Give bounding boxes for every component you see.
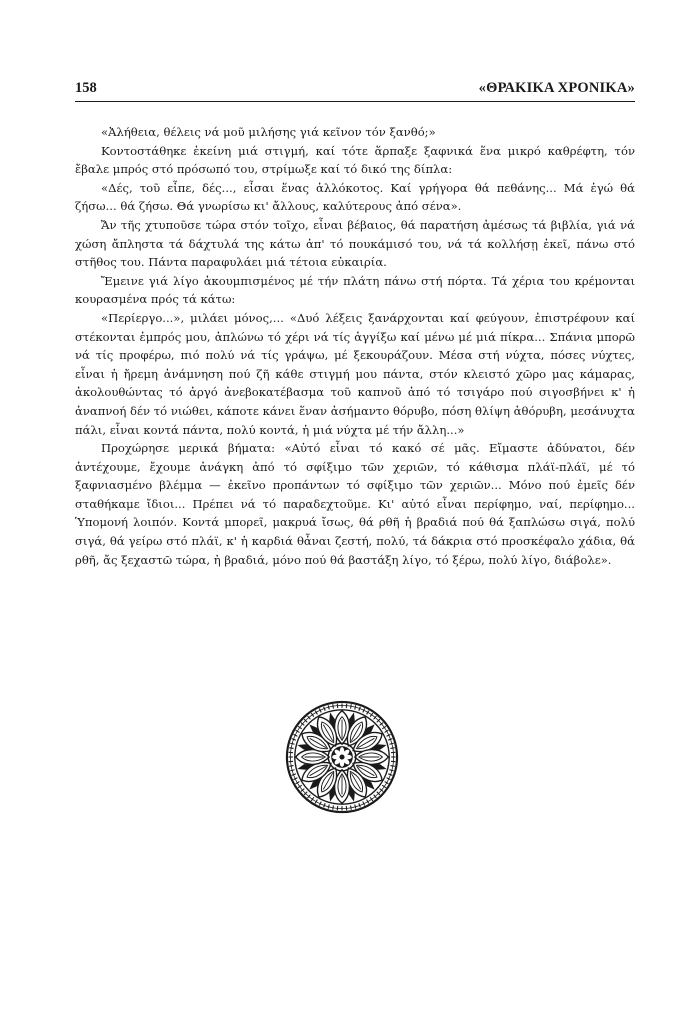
page-number: 158 (75, 80, 97, 96)
paragraph: Κοντοστάθηκε ἐκείνη μιά στιγμή, καί τότε ἅρπαξε ξαφνικά ἕνα μικρό καθρέφτη, τόν ἔβαλε μπρός στό πρόσωπό του, στρίμωξε καί τό δικό της δίπλα: (75, 143, 635, 177)
paragraph: «Περίεργο...», μιλάει μόνος,... «Δυό λέξεις ξανάρχονται καί φεύγουν, ἐπιστρέφουν καί στέκονται ἐμπρός μου, ἁπλώνω τό χέρι νά τίς ἀγγίξω καί μένω μέ μιά πίκρα... Σπάνια μπορῶ νά τίς προφέρω, πιό πολύ νά τίς γράψω, μέ ξεκουράζουν. Μέσα στή νύχτα, πόσες νύχτες, εἶναι ἡ ἤρεμη ἀνάμνηση πού ζῆ κάθε στιγμή μου πάντα, στόν κλειστό χῶρο μας κάμαρας, ἀκολουθώντας τό ἀργό ἀνεβοκατέβασμα τοῦ καπνοῦ ἀπό τό τσιγάρο πού σιγοσβήνει κ' ἡ ἀναπνοή δέν τό νιώθει, κάποτε κάνει ἕναν ἀσήμαντο θόρυβο, πόση θλίψη ἀθόρυβη, μεσάνυχτα πάλι, εἶναι κοντά πάντα, πολύ κοντά, ἡ μιά νύχτα μέ τήν ἄλλη...» (75, 310, 635, 437)
running-title: «ΘΡΑΚΙΚΑ ΧΡΟΝΙΚΑ» (478, 80, 635, 96)
paragraph: «Δές, τοῦ εἶπε, δές..., εἶσαι ἕνας ἀλλόκοτος. Καί γρήγορα θά πεθάνης... Μά ἐγώ θά ζήσω... θά ζήσω. Θά γνωρίσω κι' ἄλλους, καλύτερους ἀπό σένα». (75, 180, 635, 214)
page-header (75, 80, 635, 102)
paragraph: Ἔμεινε γιά λίγο ἀκουμπισμένος μέ τήν πλάτη πάνω στή πόρτα. Τά χέρια του κρέμονται κουρασμένα πρός τά κάτω: (75, 273, 635, 307)
paragraph: Προχώρησε μερικά βήματα: «Αὐτό εἶναι τό κακό σέ μᾶς. Εἴμαστε ἀδύνατοι, δέν ἀντέχουμε, ἔχουμε ἀνάγκη ἀπό τό σφίξιμο τῶν χεριῶν, τό κάθισμα πλάϊ-πλάϊ, μέ τό ξαφνιασμένο βλέμμα — ἐκεῖνο προπάντων τό σφίξιμο τῶν χεριῶν... Μόνο πού ἐμεῖς δέν σταθήκαμε ἴδιοι... Πρέπει νά τό παραδεχτοῦμε. Κι' αὐτό εἶναι περίφημο, ναί, περίφημο... Ὑπομονή λοιπόν. Κοντά μπορεῖ, μακρυά ἴσως, θά ρθῆ ἡ βραδιά πού θά ξαπλώσω σιγά, πολύ σιγά, θά γείρω στό πλάϊ, κ' ἡ καρδιά θἆναι ζεστή, πολύ, τά δάκρια στό προσκέφαλο χάδια, θά ρθῆ, ἄς ξεχαστῶ τώρα, ἡ βραδιά, μόνο πού θά βαστάξη λίγο, τό ξέρω, πολύ λίγο, διάβολε». (75, 441, 635, 567)
header-rule (75, 101, 635, 102)
rosette-ornament-icon (283, 698, 401, 816)
paragraph: «Ἀλήθεια, θέλεις νά μοῦ μιλήσης γιά κεῖνον τόν ξανθό;» (101, 125, 436, 139)
body-text (75, 123, 635, 569)
paragraph: Ἄν τῆς χτυποῦσε τώρα στόν τοῖχο, εἶναι βέβαιος, θά παρατήση ἀμέσως τά βιβλία, γιά νά χώση ἄπληστα τά δάχτυλά της κάτω ἀπ' τό πουκάμισό του, νά τά κολλήσῃ ἐκεῖ, πάνω στό στῆθος του. Πάντα παραφυλάει μιά τέτοια εὐκαιρία. (75, 217, 635, 270)
